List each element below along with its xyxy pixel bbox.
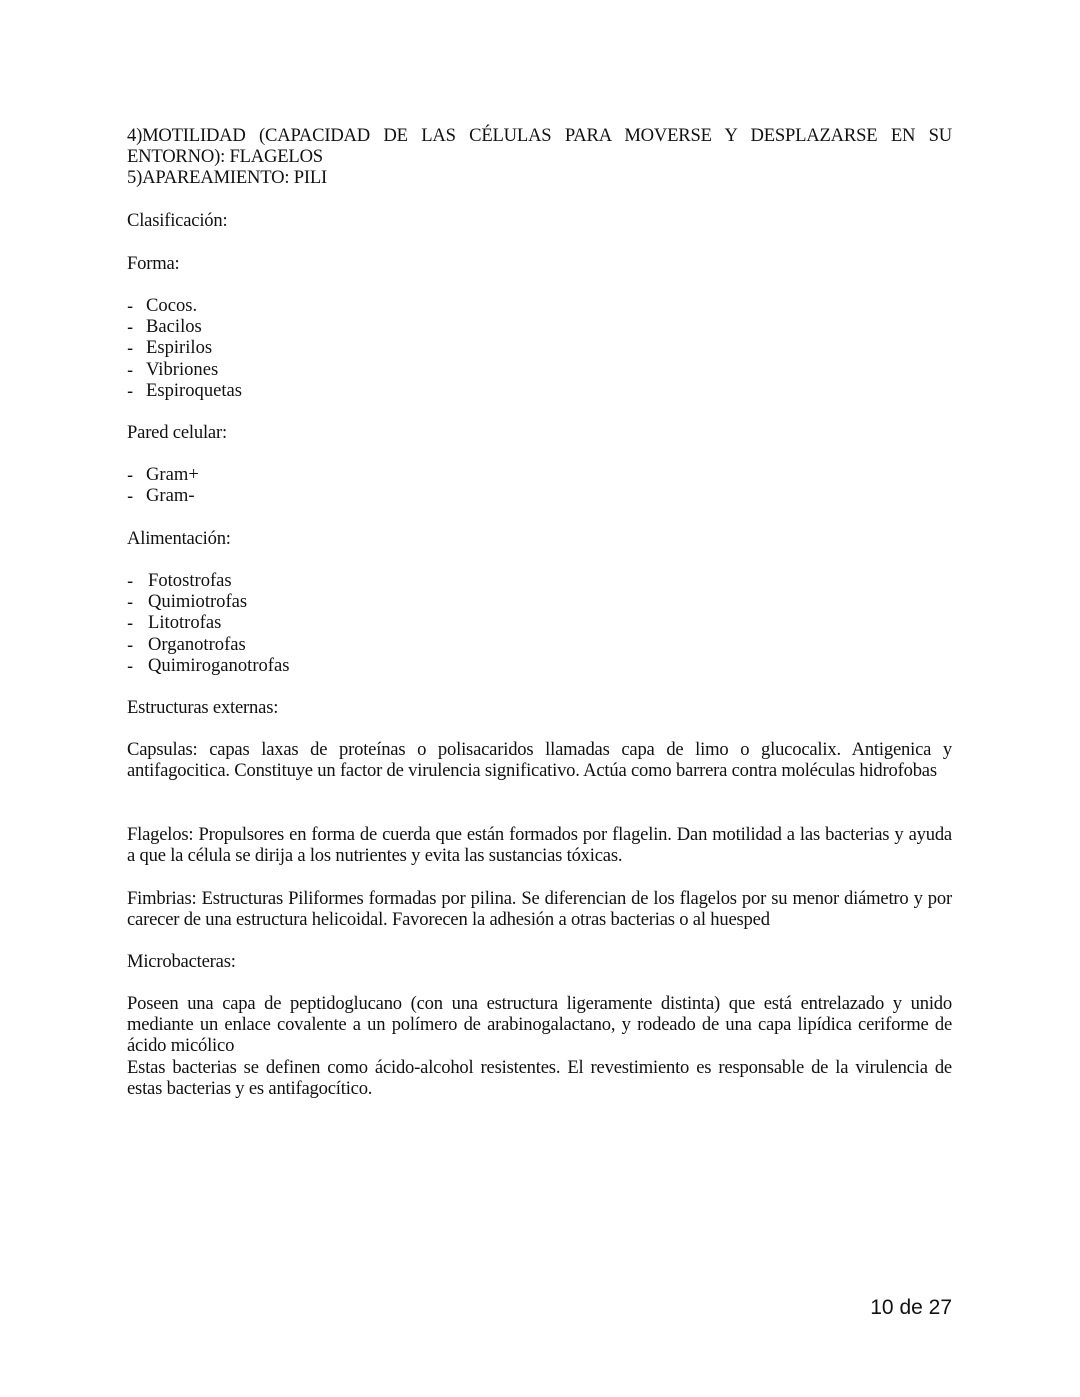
list-item: - Litotrofas bbox=[127, 612, 222, 634]
list-item: - Vibriones bbox=[127, 358, 219, 380]
capsulas-paragraph: Capsulas: capas laxas de proteínas o polisacaridos llamadas capa de limo o glucocalix. Antigenica y antifagocitica. Constituye un factor de virulencia significativo. Actúa como barrera contra moléculas hidrofobas bbox=[127, 739, 952, 782]
microbacteras-paragraph-2: Estas bacterias se definen como ácido-alcohol resistentes. El revestimiento es responsable de la virulencia de estas bacterias y es antifagocítico. bbox=[127, 1056, 952, 1099]
microbacteras-paragraph-1: Poseen una capa de peptidoglucano (con una estructura ligeramente distinta) que está entrelazado y unido mediante un enlace covalente a un polímero de arabinogalactano, y rodeado de una capa lipídica ceriforme de ácido micólico bbox=[127, 993, 952, 1057]
list-item: - Bacilos bbox=[127, 316, 202, 338]
microbacteras-heading: Microbacteras: bbox=[127, 951, 236, 972]
forma-list bbox=[127, 295, 242, 401]
list-item: - Cocos. bbox=[127, 295, 198, 316]
clasificacion-heading: Clasificación: bbox=[127, 210, 228, 231]
alimentacion-heading: Alimentación: bbox=[127, 528, 231, 549]
forma-heading: Forma: bbox=[127, 253, 180, 274]
list-item: - Espiroquetas bbox=[127, 379, 243, 401]
intro-motilidad: 4)MOTILIDAD (CAPACIDAD DE LAS CÉLULAS PARA MOVERSE Y DESPLAZARSE EN SU ENTORNO): FLAGELOS bbox=[127, 125, 952, 168]
intro-block bbox=[127, 125, 952, 189]
pared-list bbox=[127, 464, 199, 506]
alimentacion-list bbox=[127, 570, 290, 676]
list-item: - Gram+ bbox=[127, 464, 199, 485]
list-item: - Organotrofas bbox=[127, 633, 246, 655]
microbacteras-text bbox=[127, 993, 952, 1099]
list-item: - Fotostrofas bbox=[127, 570, 232, 591]
intro-apareamiento: 5)APAREAMIENTO: PILI bbox=[127, 167, 328, 189]
flagelos-paragraph: Flagelos: Propulsores en forma de cuerda que están formados por flagelin. Dan motilidad a las bacterias y ayuda a que la célula se dirija a los nutrientes y evita las sustancias tóxicas. bbox=[127, 824, 952, 867]
list-item: - Quimiotrofas bbox=[127, 591, 248, 613]
estructuras-heading: Estructuras externas: bbox=[127, 697, 279, 718]
list-item: - Espirilos bbox=[127, 337, 213, 359]
list-item: - Quimiroganotrofas bbox=[127, 654, 290, 676]
fimbrias-paragraph: Fimbrias: Estructuras Piliformes formadas por pilina. Se diferencian de los flagelos por su menor diámetro y por carecer de una estructura helicoidal. Favorecen la adhesión a otras bacterias o al huesped bbox=[127, 888, 952, 931]
pared-heading: Pared celular: bbox=[127, 422, 227, 443]
page-number: 10 de 27 bbox=[870, 1296, 952, 1319]
list-item: - Gram- bbox=[127, 485, 195, 507]
